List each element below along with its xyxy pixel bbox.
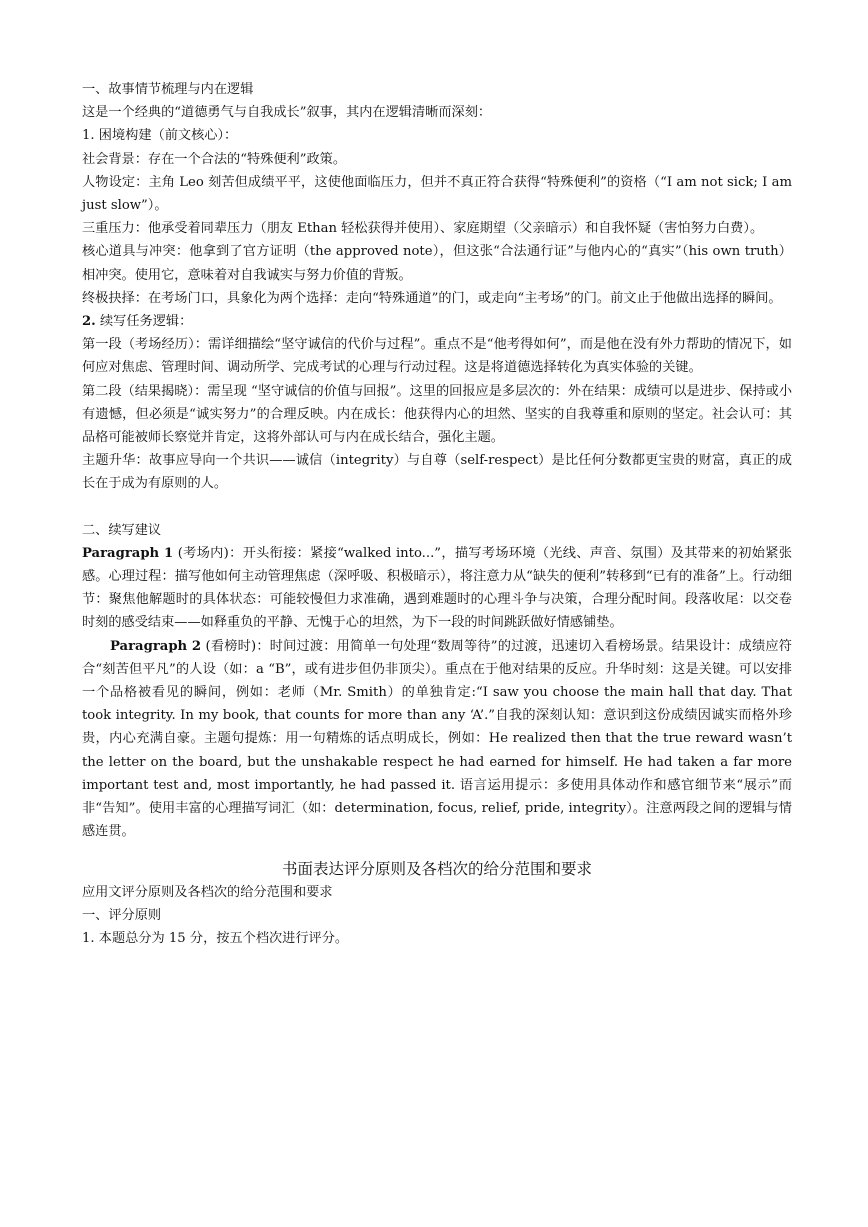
subsection2-label: 续写任务逻辑： (95, 314, 193, 330)
paragraph1-text: (考场内)：开头衔接：紧接“walked into...”，描写考场环境（光线、声音、氛围）及其带来的初始紧张感。心理过程：描写他如何主动管理焦虑（深呼吸、积极暗示），将注意力从“缺失的便利”转移到“已有的准备”上。行动细节：聚焦他解题时的具体状态：可能较慢但力求准确，遇到难题时的心理斗争与决策，合理分配时间。段落收尾：以交卷时刻的感受结束——如释重负的平静、无愧于心的坦然，为下一段的时间跳跃做好情感铺垫。 (82, 545, 792, 631)
core-prop-conflict: 核心道具与冲突：他拿到了官方证明（the approved note），但这张“合法通行证”与他内心的“真实”（his own truth）相冲突。使用它，意味着对自我诚实与努力价值的背叛。 (82, 244, 792, 283)
subsection1-title: 1. 困境构建（前文核心）： (82, 128, 238, 144)
paragraph1-label: Paragraph 1 (82, 545, 174, 561)
spacer (82, 844, 792, 852)
paragraph2-label: Paragraph 2 (110, 638, 202, 654)
subsection2-title (82, 310, 792, 333)
continuation-paragraph2: 第二段（结果揭晓）：需呈现 “坚守诚信的价值与回报”。这里的回报应是多层次的：外在结果：成绩可以是进步、保持或小有遗憾，但必须是“诚实努力”的合理反映。内在成长：他获得内心的坦然、坚实的自我尊重和原则的坚定。社会认可：其品格可能被师长察觉并肯定，这将外部认可与内在成长结合，强化主题。 (82, 383, 793, 446)
theme-sublimation: 主题升华：故事应导向一个共识——诚信（integrity）与自尊（self-respect）是比任何分数都更宝贵的财富，真正的成长在于成为有原则的人。 (82, 453, 792, 492)
scoring-item1: 1. 本题总分为 15 分，按五个档次进行评分。 (82, 931, 349, 947)
subsection2-number: 2. (82, 314, 96, 330)
triple-pressure: 三重压力：他承受着同辈压力（朋友 Ethan 轻松获得并使用）、家庭期望（父亲暗示）和自我怀疑（害怕努力白费）。 (82, 221, 764, 237)
continuation-paragraph1: 第一段（考场经历）：需详细描绘“坚守诚信的代价与过程”。重点不是“他考得如何”，而是他在没有外力帮助的情况下，如何应对焦虑、管理时间、调动所学、完成考试的心理与行动过程。这是将道德选择转化为真实体验的关键。 (82, 337, 792, 376)
section2-heading: 二、续写建议 (82, 522, 162, 538)
spacer (82, 496, 792, 519)
scoring-heading: 一、评分原则 (82, 907, 162, 923)
section1-heading: 一、故事情节梳理与内在逻辑 (82, 82, 254, 97)
character-setting: 人物设定：主角 Leo 刻苦但成绩平平，这使他面临压力，但并不真正符合获得“特殊便利”的资格（“I am not sick; I am just slow”）。 (82, 174, 792, 214)
paragraph2-suggestion (82, 635, 792, 844)
scoring-subtitle: 应用文评分原则及各档次的给分范围和要求 (82, 884, 333, 900)
scoring-title: 书面表达评分原则及各档次的给分范围和要求 (281, 859, 592, 878)
ultimate-choice: 终极抉择：在考场门口，具象化为两个选择：走向“特殊通道”的门，或走向“主考场”的门。前文止于他做出选择的瞬间。 (82, 290, 782, 306)
document-page (82, 78, 792, 950)
section1-intro: 这是一个经典的“道德勇气与自我成长”叙事，其内在逻辑清晰而深刻： (82, 105, 492, 121)
paragraph1-suggestion (82, 542, 792, 635)
paragraph2-text: (看榜时)：时间过渡：用简单一句处理“数周等待”的过渡，迅速切入看榜场景。结果设计：成绩应符合“刻苦但平凡”的人设（如：a “B”，或有进步但仍非顶尖）。重点在于他对结果的反应。升华时刻：这是关键。可以安排一个品格被看见的瞬间，例如：老师（Mr. Smith）的单独肯定:“I saw you choose the main hall that day. That took integrity. In my book, that counts for more than any ‘A’.”自我的深刻认知：意识到这份成绩因诚实而格外珍贵，内心充满自豪。主题句提炼：用一句精炼的话点明成长，例如：He realized then that the true reward wasn’t the letter on the board, but the unshakable respect he had earned for himself. He had taken a far more important test and, most importantly, he had passed it. 语言运用提示：多使用具体动作和感官细节来“展示”而非“告知”。使用丰富的心理描写词汇（如：determination, focus, relief, pride, integrity）。注意两段之间的逻辑与情感连贯。 (82, 638, 792, 840)
social-background: 社会背景：存在一个合法的“特殊便利”政策。 (82, 151, 347, 167)
